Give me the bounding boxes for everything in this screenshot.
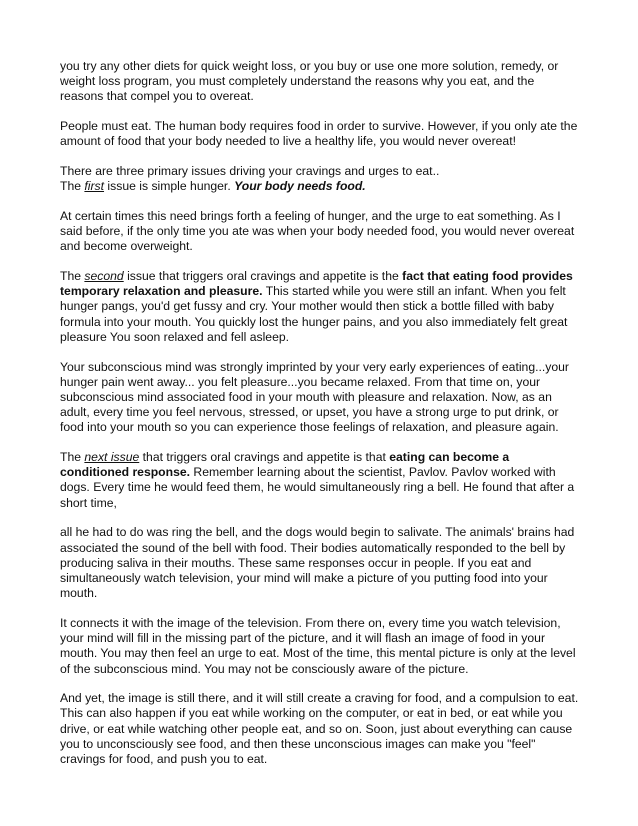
paragraph-2: People must eat. The human body requires food in order to survive. However, if you only ate the amount of food that your body needed to live a healthy life, you would never overeat! bbox=[60, 119, 578, 149]
paragraph-6: Your subconscious mind was strongly imprinted by your very early experiences of eating...your hunger pain went away... you felt pleasure...you became relaxed. From that time on, your subconscious mind associated food in your mouth with pleasure and relaxation. Now, as an adult, every time you feel nervous, stressed, or upset, you have a strong urge to put drink, or food into your mouth so you can experience those feelings of relaxation, and pleasure again. bbox=[60, 359, 569, 435]
paragraph-8: all he had to do was ring the bell, and the dogs would begin to salivate. The animals' brains had associated the sound of the bell with food. Their bodies automatically responded to the bell by producing saliva in their mouths. These same responses occur in people. If you eat and simultaneously watch television, your mind will make a picture of you putting food into your mouth. bbox=[60, 525, 575, 601]
emphasis-next-issue: next issue bbox=[84, 450, 140, 465]
document-page bbox=[60, 59, 580, 782]
paragraph-7-text-a: The bbox=[60, 450, 85, 465]
paragraph-7 bbox=[60, 450, 580, 511]
paragraph-7-text-c: Remember learning about the scientist, Pavlov. Pavlov worked with dogs. Every time he would feed them, he would simultaneously ring a bell. He found that after a short time, bbox=[60, 465, 575, 510]
emphasis-first: first bbox=[84, 179, 105, 194]
emphasis-body-needs-food: Your body needs food. bbox=[234, 179, 366, 194]
paragraph-5-text-c: This started while you were still an infant. When you felt hunger pangs, you'd get fussy and cry. Your mother would then stick a bottle filled with baby formula into your mouth. You quickly lost the hunger pains, and you also immediately felt great pleasure You soon relaxed and fell asleep. bbox=[60, 284, 568, 344]
paragraph-10: And yet, the image is still there, and it will still create a craving for food, and a compulsion to eat. This can also happen if you eat while working on the computer, or eat in bed, or eat while you drive, or eat while watching other people eat, and so on. Soon, just about everything can cause you to unconsciously see food, and then these unconscious images can make you "feel" cravings for food, and push you to eat. bbox=[60, 691, 579, 767]
paragraph-1: you try any other diets for quick weight loss, or you buy or use one more solution, remedy, or weight loss program, you must completely understand the reasons why you eat, and the reasons that compel you to overeat. bbox=[60, 59, 559, 104]
paragraph-3 bbox=[60, 164, 580, 194]
emphasis-second: second bbox=[84, 269, 124, 284]
paragraph-3-line-1: There are three primary issues driving your cravings and urges to eat.. bbox=[60, 164, 440, 179]
paragraph-9: It connects it with the image of the television. From there on, every time you watch television, your mind will fill in the missing part of the picture, and it will flash an image of food in your mouth. You may then feel an urge to eat. Most of the time, this mental picture is only at the level of the subconscious mind. You may not be consciously aware of the picture. bbox=[60, 615, 576, 676]
paragraph-7-text-b: that triggers oral cravings and appetite is that bbox=[139, 450, 390, 465]
emphasis-conditioned-response: eating can become a conditioned response. bbox=[60, 450, 510, 480]
paragraph-4: At certain times this need brings forth a feeling of hunger, and the urge to eat something. As I said before, if the only time you ate was when your body needed food, you would never overeat and become overweight. bbox=[60, 208, 575, 254]
paragraph-5-text-a: The bbox=[60, 269, 85, 284]
paragraph-5-text-b: issue that triggers oral cravings and appetite is the bbox=[123, 269, 403, 284]
paragraph-3-text-b: issue is simple hunger. bbox=[104, 179, 235, 194]
paragraph-3-text-a: The bbox=[60, 179, 85, 194]
emphasis-relaxation-pleasure: fact that eating food provides temporary relaxation and pleasure. bbox=[60, 269, 573, 299]
paragraph-5 bbox=[60, 269, 580, 345]
